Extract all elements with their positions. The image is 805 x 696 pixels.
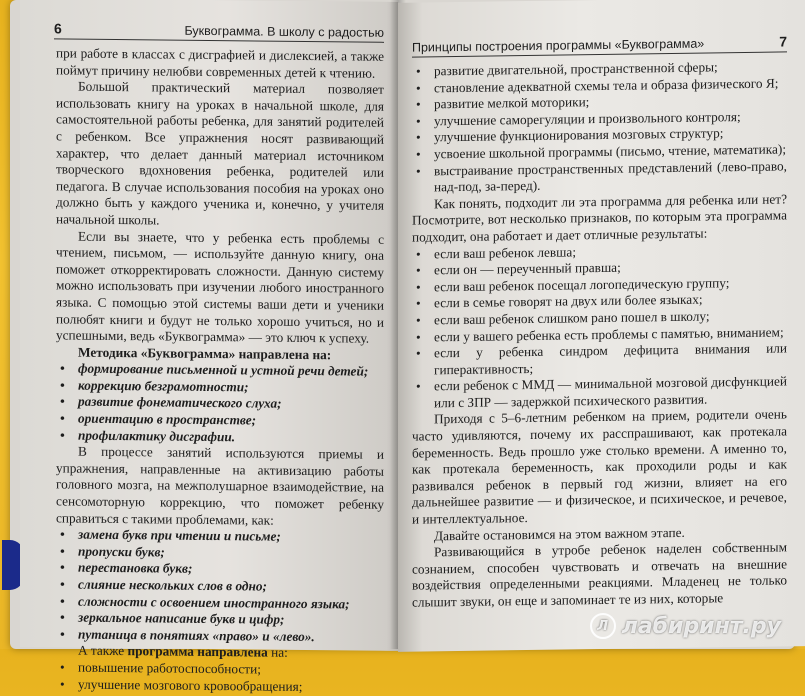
list-item: • усвоение школьной программы (письмо, чтение, математика); [416, 141, 787, 162]
list-item: • повышение работоспособности; [60, 659, 261, 677]
left-running-head [54, 20, 384, 42]
paragraph: Как понять, подходит ли эта программа для ребенка или нет? Посмотрите, вот несколько признаков, по которым эта программа подходит, она работает и дает отличные результаты: [412, 191, 787, 245]
left-page-number: 6 [54, 20, 62, 37]
bullet-icon: • [60, 676, 65, 692]
also-list [56, 659, 384, 696]
list-item: • если ваш ребенок слишком рано пошел в школу; [416, 308, 710, 328]
bullet-icon: • [416, 295, 421, 311]
list-item: • если в семье говорят на двух или более языках; [416, 291, 703, 311]
bullet-icon: • [60, 410, 65, 426]
list-item: • улучшение функционирования мозговых структур; [416, 125, 724, 145]
bullet-icon: • [60, 393, 65, 409]
paragraph: Развивающийся в утробе ребенок наделен собственным сознанием, способен чувствовать и отвечать на внешние воздействия определенными реакциями. Младенец не только слышит звуки, он еще и запоминает те из них, которые [412, 539, 787, 610]
list-item: • слияние нескольких слов в одно; [60, 576, 267, 594]
bullet-icon: • [416, 163, 421, 179]
list-item: • замена букв при чтении и письме; [60, 526, 281, 544]
bullet-icon: • [416, 312, 421, 328]
bullet-icon: • [416, 329, 421, 345]
bullet-icon: • [60, 576, 65, 592]
list-item: • если ребенок с ММД — минимальной мозговой дисфункцией или с ЗПР — задержкой психического развития. [416, 373, 787, 411]
bullet-icon: • [416, 129, 421, 145]
left-running-title: Буквограмма. В школу с радостью [184, 23, 384, 40]
paragraph: при работе в классах с дисграфией и дислексией, а также поймут причину нелюбви современных детей к чтению. [56, 45, 384, 81]
bullet-icon: • [60, 609, 65, 625]
right-page-text [412, 58, 787, 611]
paragraph: Давайте остановимся на этом важном этапе. [434, 524, 685, 543]
bullet-icon: • [416, 345, 421, 361]
bullet-icon: • [60, 559, 65, 575]
bullet-icon: • [416, 246, 421, 262]
watermark-text: лабиринт.ру [621, 613, 781, 639]
list-item: • перестановка букв; [60, 559, 193, 577]
list-item: • зеркальное написание букв и цифр; [60, 609, 285, 627]
list-item: • выстраивание пространственных представлений (лево-право, над-под, за-перед). [416, 157, 787, 195]
list-item: • если ваш ребенок посещал логопедическую группу; [416, 274, 730, 295]
list-item: • сложности с освоением иностранного языка; [60, 593, 350, 612]
development-list [412, 58, 787, 196]
bullet-icon: • [416, 96, 421, 112]
open-book [10, 0, 795, 694]
bullet-icon: • [416, 146, 421, 162]
signs-list [412, 241, 787, 412]
paragraph: Если вы знаете, что у ребенка есть проблемы с чтением, письмом, — используйте данную книгу, она поможет откорректировать сложности. Данную систему можно использовать при изучении любого иностранного языка. С помощью этой системы ваши дети и ученики полюбят книги и будут не только хорошо учиться, но и успешными, ведь «Буквограмма» — это ключ к успеху. [56, 228, 384, 346]
paragraph: Приходя с 5–6-летним ребенком на прием, родители очень часто удивляются, почему их расспрашивают, как протекала беременность. Ведь прошло уже столько времени. А именно то, как протекала беременность, как проходили роды и как развивался ребенок в первый год жизни, влияет на его дальнейшее развитие — и физическое, и психическое, и речевое, и интеллектуальное. [412, 406, 787, 527]
list-item: • профилактику дисграфии. [60, 427, 236, 444]
list-item: • развитие фонематического слуха; [60, 393, 282, 412]
bullet-icon: • [416, 80, 421, 96]
list-item: • ориентацию в пространстве; [60, 410, 257, 428]
paragraph: Большой практический материал позволяет использовать книгу на уроках в начальной школе, для самостоятельной работы ребенка, для занятий родителей с ребенком. Все упражнения носят развивающий характер, что делает данный материал источником творческого вдохновения ребенка, родителей или педагога. В случае использования пособия на уроках оно должно быть у каждого ученика и, конечно, у учителя начальной школы. [56, 78, 384, 228]
list-item: • если у вашего ребенка есть проблемы с памятью, вниманием; [416, 323, 784, 345]
watermark [590, 613, 781, 639]
bullet-icon: • [416, 63, 421, 79]
list-item: • коррекцию безграмотности; [60, 377, 249, 395]
list-item: • если он — переученный правша; [416, 259, 621, 278]
list-item: • улучшение саморегуляции и произвольного контроля; [416, 108, 741, 129]
right-running-title: Принципы построения программы «Буквограмма» [412, 36, 705, 55]
right-page [398, 0, 805, 652]
bullet-icon: • [60, 377, 65, 393]
list-item: • улучшение мозгового кровообращения; [60, 676, 303, 694]
bullet-icon: • [60, 659, 65, 675]
also-line: А также программа направлена на: [78, 643, 288, 661]
method-list [56, 361, 384, 447]
labirint-logo-icon: Л [590, 613, 616, 639]
bullet-icon: • [416, 279, 421, 295]
list-item: • пропуски букв; [60, 543, 165, 560]
problems-list [56, 527, 384, 647]
bullet-icon: • [60, 593, 65, 609]
left-page-text [56, 45, 384, 696]
list-item: • если у ребенка синдром дефицита внимания или гиперактивность; [416, 340, 787, 378]
bullet-icon: • [60, 360, 65, 376]
list-item: • развитие двигательной, пространственной сферы; [416, 59, 718, 79]
right-running-head [412, 33, 787, 57]
list-item: • формирование письменной и устной речи детей; [60, 360, 369, 379]
list-item: • если ваш ребенок левша; [416, 243, 577, 262]
left-page [20, 0, 398, 694]
list-item: • путаница в понятиях «право» и «лево». [60, 626, 315, 644]
bullet-icon: • [60, 543, 65, 559]
method-intro: Методика «Буквограмма» направлена на: [78, 344, 332, 362]
bullet-icon: • [60, 626, 65, 642]
bullet-icon: • [60, 427, 65, 443]
bullet-icon: • [416, 113, 421, 129]
list-item: • развитие мелкой моторики; [416, 94, 590, 112]
list-item: • становление адекватной схемы тела и образа физического Я; [416, 75, 779, 96]
paragraph: В процессе занятий используются приемы и упражнения, направленные на активизацию работы головного мозга, на межполушарное взаимодействие, на сенсомоторную коррекцию, что поможет ребенку справиться с такими проблемами, как: [56, 443, 384, 528]
right-page-number: 7 [779, 33, 787, 50]
bullet-icon: • [416, 378, 421, 394]
bullet-icon: • [60, 526, 65, 542]
bullet-icon: • [416, 262, 421, 278]
